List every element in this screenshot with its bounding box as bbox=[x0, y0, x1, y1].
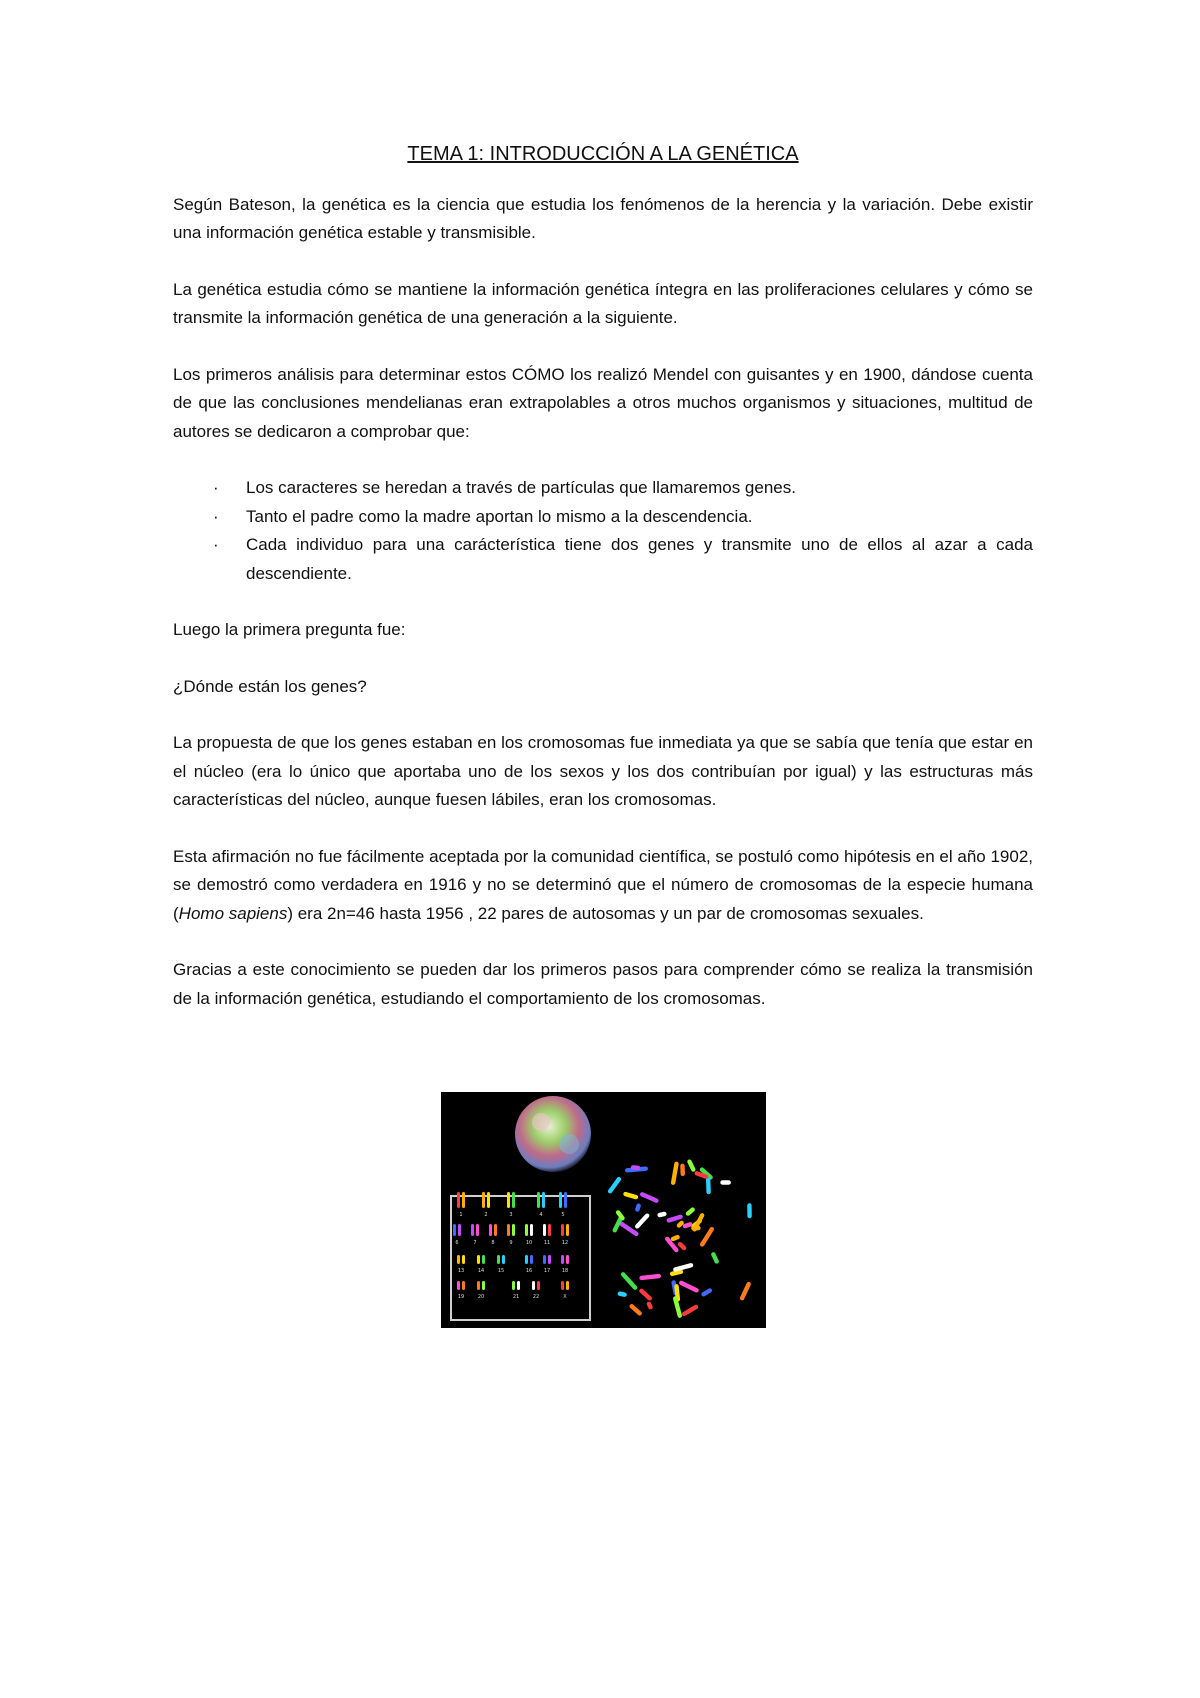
mendel-conclusions-list bbox=[173, 474, 1033, 588]
karyotype-chromosome bbox=[566, 1224, 569, 1236]
karyotype-chromosome bbox=[471, 1224, 474, 1236]
nucleus-highlight bbox=[559, 1134, 579, 1154]
karyotype-chromosome bbox=[462, 1192, 465, 1208]
karyotype-chromosome bbox=[512, 1281, 515, 1290]
paragraph-bateson: Según Bateson, la genética es la ciencia que estudia los fenómenos de la herencia y la variación. Debe existir una información genética estable y transmisible. bbox=[173, 194, 1033, 242]
karyotype-chromosome bbox=[482, 1192, 485, 1208]
karyotype-label: 6 bbox=[455, 1240, 459, 1246]
karyotype-label: X bbox=[563, 1294, 567, 1300]
spread-chromosome bbox=[747, 1203, 752, 1218]
karyotype-chromosome bbox=[543, 1224, 546, 1236]
karyotype-chromosome bbox=[537, 1281, 540, 1290]
karyotype-figure bbox=[441, 1092, 766, 1328]
list-item: · Cada individuo para una carácterística tiene dos genes y transmite uno de ellos al azar a cada descendiente. bbox=[173, 531, 1033, 588]
karyotype-chromosome bbox=[532, 1281, 535, 1290]
karyotype-chromosome bbox=[525, 1224, 528, 1236]
document-body bbox=[173, 140, 1033, 1041]
karyotype-chromosome bbox=[453, 1224, 456, 1236]
karyotype-chromosome bbox=[542, 1192, 545, 1208]
bullet-marker: · bbox=[213, 535, 219, 554]
karyotype-label: 1 bbox=[459, 1212, 463, 1218]
karyotype-label: 15 bbox=[497, 1268, 505, 1274]
karyotype-label: 8 bbox=[491, 1240, 495, 1246]
karyotype-chromosome bbox=[566, 1255, 569, 1264]
karyotype-chromosome bbox=[525, 1255, 528, 1264]
spread-chromosome bbox=[691, 1226, 701, 1231]
karyotype-chromosome bbox=[561, 1255, 564, 1264]
karyotype-label: 13 bbox=[457, 1268, 465, 1274]
karyotype-chromosome bbox=[482, 1281, 485, 1290]
list-item: · Tanto el padre como la madre aportan lo mismo a la descendencia. bbox=[173, 503, 1033, 532]
karyotype-chromosome bbox=[561, 1281, 564, 1290]
karyotype-chromosome bbox=[497, 1255, 500, 1264]
spread-chromosome bbox=[680, 1163, 685, 1176]
karyotype-chromosome bbox=[512, 1192, 515, 1208]
karyotype-label: 12 bbox=[561, 1240, 569, 1246]
karyotype-chromosome bbox=[561, 1224, 564, 1236]
karyotype-chromosome bbox=[462, 1281, 465, 1290]
karyotype-label: 2 bbox=[484, 1212, 488, 1218]
karyotype-chromosome bbox=[512, 1224, 515, 1236]
spread-chromosome bbox=[706, 1177, 711, 1194]
karyotype-chromosome bbox=[507, 1224, 510, 1236]
karyotype-label: 5 bbox=[561, 1212, 565, 1218]
karyotype-label: 17 bbox=[543, 1268, 551, 1274]
karyotype-label: 3 bbox=[509, 1212, 513, 1218]
karyotype-label: 9 bbox=[509, 1240, 513, 1246]
karyotype-label: 14 bbox=[477, 1268, 485, 1274]
karyotype-chromosome bbox=[494, 1224, 497, 1236]
karyotype-chromosome bbox=[548, 1224, 551, 1236]
karyotype-chromosome bbox=[543, 1255, 546, 1264]
paragraph-first-question: Luego la primera pregunta fue: bbox=[173, 620, 406, 639]
spread-chromosome bbox=[720, 1180, 731, 1184]
spread-chromosome bbox=[631, 1165, 641, 1170]
figure-background bbox=[441, 1092, 766, 1328]
paragraph-chromosome-number: Esta afirmación no fue fácilmente aceptada por la comunidad científica, se postuló como hipótesis en el año 1902, se demostró como verdadera en 1916 y no se determinó que el número de cromosomas de la especie humana (Homo sapiens) era 2n=46 hasta 1956 , 22 pares de autosomas y un par de cromosomas sexuales. bbox=[173, 846, 1033, 923]
karyotype-chromosome bbox=[489, 1224, 492, 1236]
nucleus-highlight bbox=[532, 1113, 550, 1131]
karyotype-chromosome bbox=[548, 1255, 551, 1264]
bullet-marker: · bbox=[213, 478, 219, 497]
karyotype-chromosome bbox=[457, 1281, 460, 1290]
karyotype-chromosome bbox=[462, 1255, 465, 1264]
karyotype-label: 16 bbox=[525, 1268, 533, 1274]
karyotype-label: 11 bbox=[543, 1240, 551, 1246]
paragraph-mendel: Los primeros análisis para determinar estos CÓMO los realizó Mendel con guisantes y en 1900, dándose cuenta de que las conclusiones mendelianas eran extrapolables a otros muchos organismos y situaciones, multitud de autores se dedicaron a comprobar que: bbox=[173, 364, 1033, 441]
karyotype-illustration bbox=[441, 1092, 766, 1328]
karyotype-label: 4 bbox=[539, 1212, 543, 1218]
karyotype-chromosome bbox=[517, 1281, 520, 1290]
paragraph-genetics-study: La genética estudia cómo se mantiene la información genética íntegra en las proliferaciones celulares y cómo se transmite la información genética de una generación a la siguiente. bbox=[173, 279, 1033, 327]
bullet-marker: · bbox=[213, 506, 219, 526]
karyotype-label: 20 bbox=[477, 1294, 485, 1300]
karyotype-chromosome bbox=[564, 1192, 567, 1208]
karyotype-chromosome bbox=[507, 1192, 510, 1208]
karyotype-chromosome bbox=[487, 1192, 490, 1208]
paragraph-question: ¿Dónde están los genes? bbox=[173, 676, 367, 696]
nucleus-image bbox=[515, 1096, 591, 1172]
paragraph-conclusion: Gracias a este conocimiento se pueden dar los primeros pasos para comprender cómo se realiza la transmisión de la información genética, estudiando el comportamiento de los cromosomas. bbox=[173, 960, 1033, 1008]
karyotype-label: 21 bbox=[512, 1294, 520, 1300]
paragraph-chromosome-proposal: La propuesta de que los genes estaban en los cromosomas fue inmediata ya que se sabía que tenía que estar en el núcleo (era lo único que aportaba uno de los sexos y los dos contribuían por igual) y las estructuras más características del núcleo, aunque fuesen lábiles, eran los cromosomas. bbox=[173, 733, 1033, 809]
karyotype-label: 19 bbox=[457, 1294, 465, 1300]
karyotype-chromosome bbox=[537, 1192, 540, 1208]
karyotype-chromosome bbox=[502, 1255, 505, 1264]
karyotype-chromosome bbox=[566, 1281, 569, 1290]
karyotype-chromosome bbox=[458, 1224, 461, 1236]
karyotype-chromosome bbox=[482, 1255, 485, 1264]
list-item: · Los caracteres se heredan a través de partículas que llamaremos genes. bbox=[173, 474, 1033, 503]
karyotype-chromosome bbox=[477, 1281, 480, 1290]
page-title: TEMA 1: INTRODUCCIÓN A LA GENÉTICA bbox=[407, 143, 799, 165]
karyotype-label: 18 bbox=[561, 1268, 569, 1274]
karyotype-chromosome bbox=[530, 1224, 533, 1236]
karyotype-label: 10 bbox=[525, 1240, 533, 1246]
species-name: Homo sapiens bbox=[178, 903, 288, 923]
karyotype-chromosome bbox=[559, 1192, 562, 1208]
karyotype-chromosome bbox=[476, 1224, 479, 1236]
karyotype-label: 22 bbox=[532, 1294, 540, 1300]
karyotype-chromosome bbox=[530, 1255, 533, 1264]
karyotype-chromosome bbox=[477, 1255, 480, 1264]
karyotype-chromosome bbox=[457, 1192, 460, 1208]
karyotype-label: 7 bbox=[473, 1240, 477, 1246]
karyotype-chromosome bbox=[457, 1255, 460, 1264]
